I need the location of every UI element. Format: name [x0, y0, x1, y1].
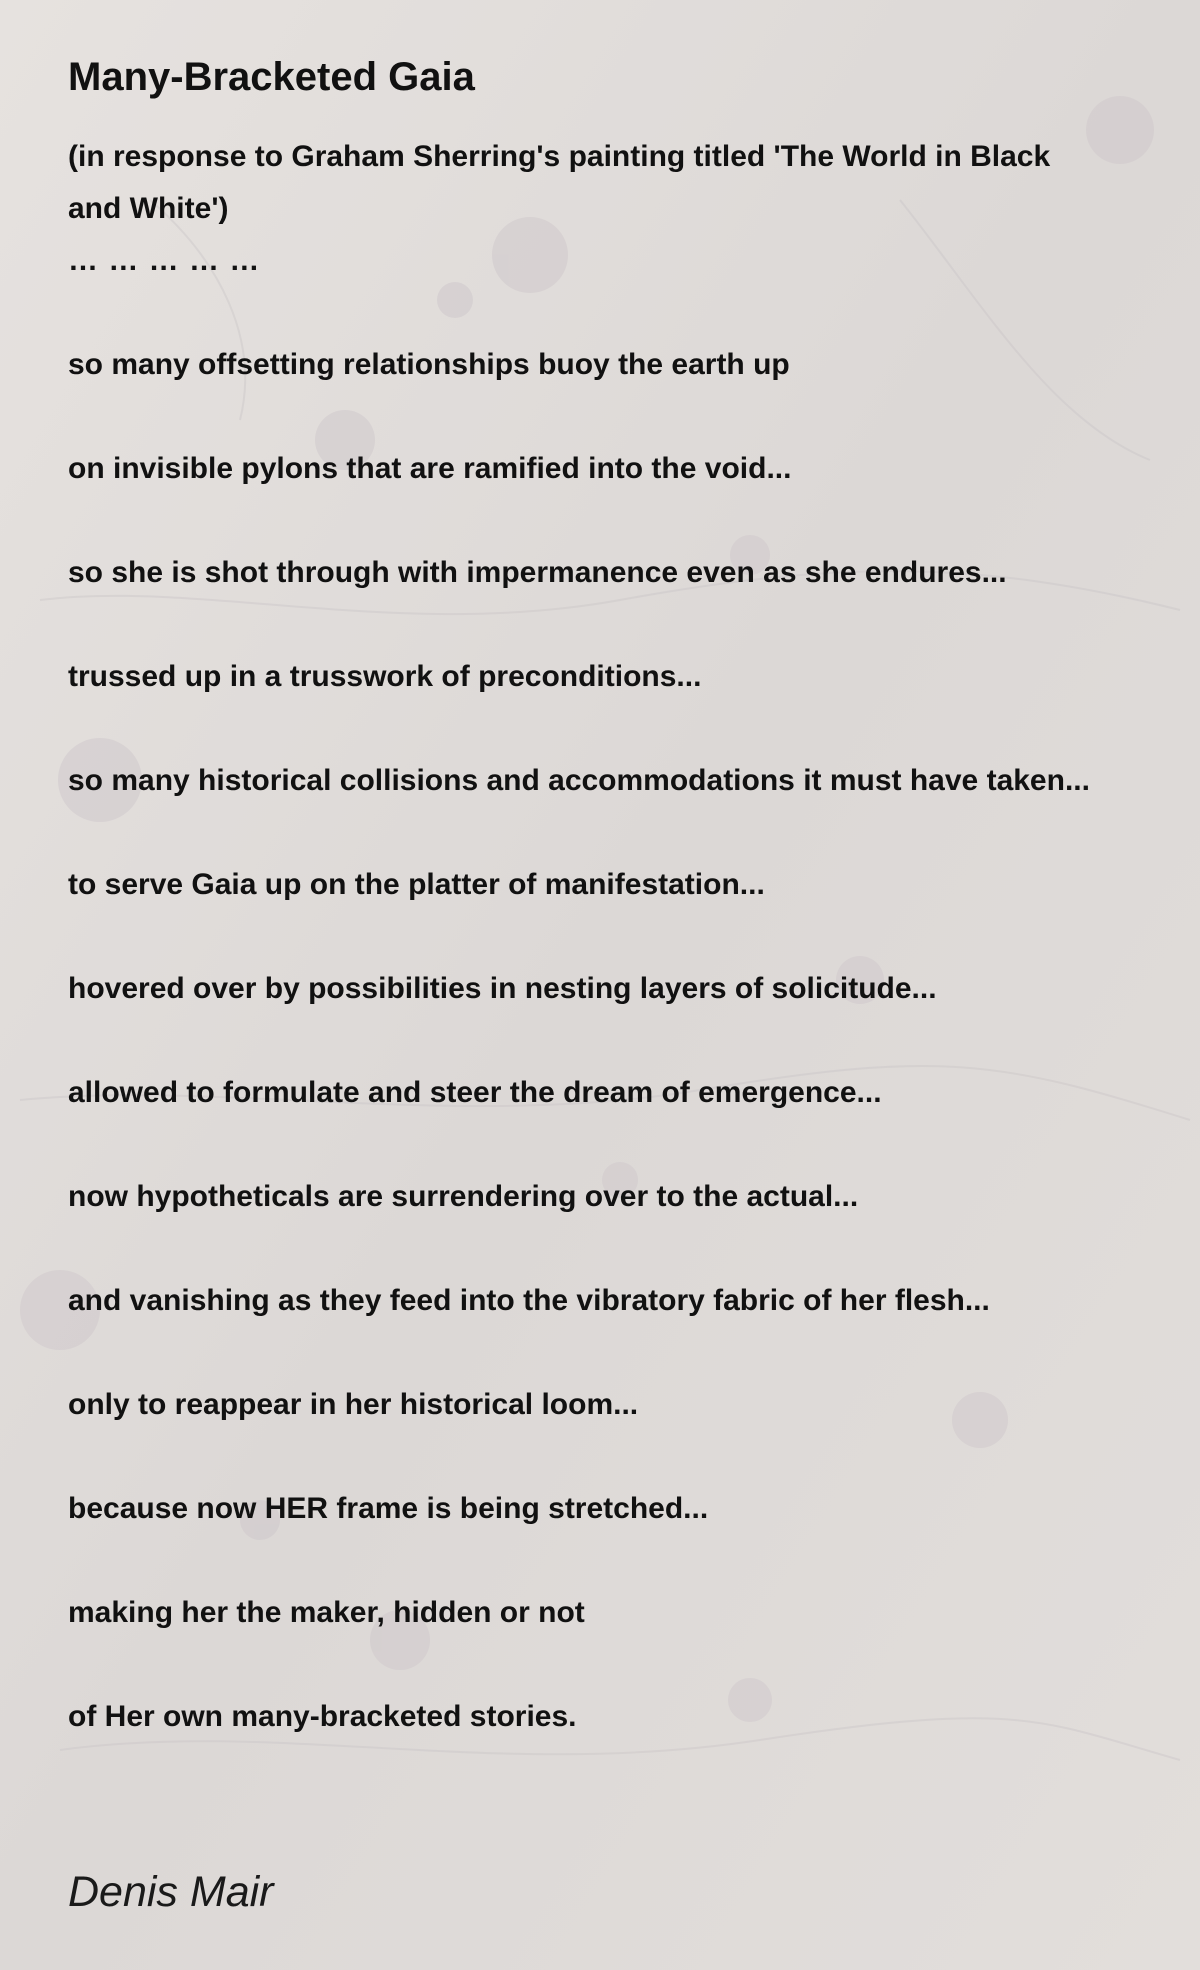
poem-author: Denis Mair	[68, 1868, 274, 1916]
poem-intro: (in response to Graham Sherring's painting titled 'The World in Black and White')	[68, 140, 1051, 225]
poem-line: of Her own many-bracketed stories.	[68, 1700, 577, 1733]
poem-line: to serve Gaia up on the platter of manifestation...	[68, 868, 765, 901]
poem-line: making her the maker, hidden or not	[68, 1596, 585, 1629]
poem-line: and vanishing as they feed into the vibratory fabric of her flesh...	[68, 1284, 990, 1317]
poem-line: trussed up in a trusswork of preconditions...	[68, 660, 702, 693]
poem-line: because now HER frame is being stretched...	[68, 1492, 709, 1525]
poem-line: so many offsetting relationships buoy the earth up	[68, 348, 790, 381]
poem-line: hovered over by possibilities in nesting layers of solicitude...	[68, 972, 937, 1005]
poem-line: only to reappear in her historical loom...	[68, 1388, 639, 1421]
poem-body	[68, 46, 1178, 1743]
poem-line: on invisible pylons that are ramified into the void...	[68, 452, 792, 485]
poem-line: now hypotheticals are surrendering over to the actual...	[68, 1180, 859, 1213]
poem-line: allowed to formulate and steer the dream of emergence...	[68, 1076, 882, 1109]
poem-separator: … … … … …	[68, 244, 261, 277]
poem-line: so she is shot through with impermanence even as she endures...	[68, 556, 1007, 589]
poem-line: so many historical collisions and accommodations it must have taken...	[68, 764, 1090, 797]
poem-title: Many-Bracketed Gaia	[68, 55, 475, 99]
